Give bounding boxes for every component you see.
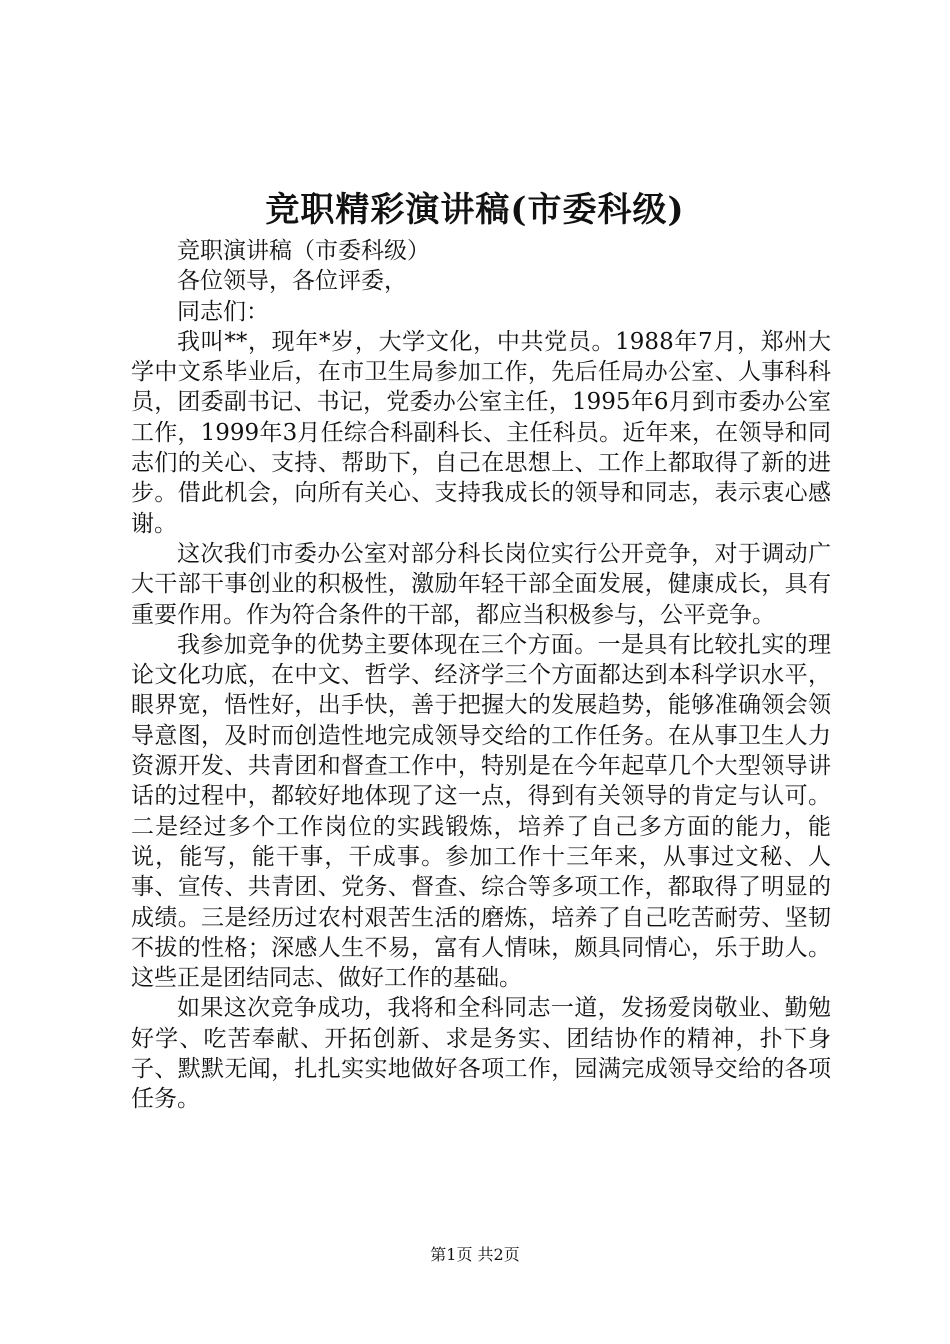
paragraph-competition-context: 这次我们市委办公室对部分科长岗位实行公开竞争，对于调动广大干部干事创业的积极性，激励年轻干部全面发展，健康成长，具有重要作用。作为符合条件的干部，都应当积极参与，公平竞争。	[131, 540, 831, 628]
paragraph-advantages: 我参加竞争的优势主要体现在三个方面。一是具有比较扎实的理论文化功底，在中文、哲学、经济学三个方面都达到本科学识水平，眼界宽，悟性好，出手快，善于把握大的发展趋势，能够准确领会领导意图，及时而创造性地完成领导交给的工作任务。在从事卫生人力资源开发、共青团和督查工作中，特别是在今年起草几个大型领导讲话的过程中，都较好地体现了这一点，得到有关领导的肯定与认可。二是经过多个工作岗位的实践锻炼，培养了自己多方面的能力，能说，能写，能干事，干成事。参加工作十三年来，从事过文秘、人事、宣传、共青团、党务、督查、综合等多项工作，都取得了明显的成绩。三是经历过农村艰苦生活的磨炼，培养了自己吃苦耐劳、坚韧不拔的性格；深感人生不易，富有人情味，颇具同情心，乐于助人。这些正是团结同志、做好工作的基础。	[131, 631, 831, 992]
document-title: 竞职精彩演讲稿(市委科级)	[265, 190, 685, 230]
paragraph-salutation-comrades: 同志们：	[177, 298, 269, 325]
paragraph-introduction: 我叫**，现年*岁，大学文化，中共党员。1988年7月，郑州大学中文系毕业后，在市卫生局参加工作，先后任局办公室、人事科科员，团委副书记、书记，党委办公室主任，1995年6月到市委办公室工作，1999年3月任综合科副科长、主任科员。近年来，在领导和同志们的关心、支持、帮助下，自己在思想上、工作上都取得了新的进步。借此机会，向所有关心、支持我成长的领导和同志，表示衷心感谢。	[131, 328, 831, 537]
document-body	[131, 236, 831, 1115]
paragraph-salutation: 各位领导，各位评委，	[177, 268, 407, 295]
page-footer: 第1页 共2页	[430, 1245, 520, 1264]
paragraph-commitment: 如果这次竞争成功，我将和全科同志一道，发扬爱岗敬业、勤勉好学、吃苦奉献、开拓创新、求是务实、团结协作的精神，扑下身子、默默无闻，扎扎实实地做好各项工作，园满完成领导交给的各项任务。	[131, 995, 831, 1113]
paragraph-subtitle: 竞职演讲稿（市委科级）	[177, 238, 430, 264]
